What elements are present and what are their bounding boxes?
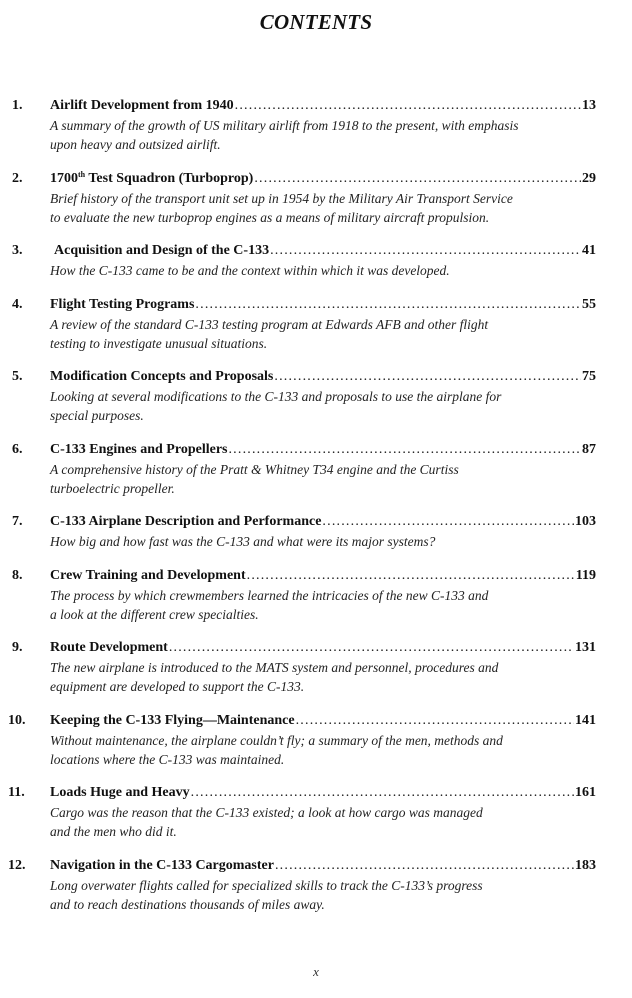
chapter-heading-row[interactable] [50, 512, 596, 532]
chapter-description [50, 532, 580, 551]
description-line: turboelectric propeller. [50, 480, 175, 496]
chapter-number: 8. [12, 567, 23, 583]
dot-leader [322, 512, 574, 532]
description-line: Long overwater flights called for specialized skills to track the C-133’s progress [50, 877, 483, 893]
chapter-heading-row[interactable] [50, 440, 596, 460]
toc-entry[interactable] [0, 638, 632, 696]
chapter-title[interactable]: Navigation in the C-133 Cargomaster [50, 857, 274, 873]
chapter-heading-row[interactable] [50, 367, 596, 387]
chapter-heading-row[interactable] [50, 241, 596, 261]
chapter-description [50, 876, 580, 914]
chapter-number: 10. [8, 712, 26, 728]
description-line: and the men who did it. [50, 824, 177, 839]
description-line: Cargo was the reason that the C-133 existed; a look at how cargo was managed [50, 805, 483, 820]
page-number[interactable]: 13 [582, 98, 596, 113]
page-number[interactable]: 141 [575, 712, 596, 728]
chapter-number: 12. [8, 857, 26, 873]
chapter-number: 7. [12, 514, 23, 529]
page-footer-number: x [313, 964, 319, 979]
dot-leader [270, 241, 581, 261]
page-number[interactable]: 29 [582, 170, 596, 186]
chapter-description [50, 261, 580, 280]
dot-leader [235, 96, 581, 116]
description-line: A comprehensive history of the Pratt & Whitney T34 engine and the Curtiss [50, 461, 459, 477]
dot-leader [247, 566, 575, 586]
description-line: The process by which crewmembers learned the intricacies of the new C-133 and [50, 587, 489, 603]
page-number[interactable]: 131 [575, 640, 596, 655]
toc-entry[interactable] [0, 241, 632, 280]
chapter-title[interactable]: Route Development [50, 640, 168, 655]
chapter-number: 2. [12, 170, 23, 186]
chapter-heading-row[interactable] [50, 638, 596, 658]
chapter-description [50, 460, 580, 498]
chapter-title[interactable]: C-133 Engines and Propellers [50, 441, 228, 457]
dot-leader [191, 783, 574, 803]
page-number[interactable]: 87 [582, 441, 596, 457]
page-number[interactable]: 183 [575, 857, 596, 873]
chapter-title[interactable]: Keeping the C-133 Flying—Maintenance [50, 712, 295, 728]
toc-entry[interactable] [0, 512, 632, 551]
description-line: special purposes. [50, 408, 144, 423]
title-part: Test Squadron (Turboprop) [85, 170, 254, 186]
description-line: locations where the C-133 was maintained. [50, 751, 285, 767]
page-number[interactable]: 103 [575, 514, 596, 529]
page-title: CONTENTS [259, 10, 373, 34]
description-line: How big and how fast was the C-133 and what were its major systems? [50, 534, 436, 549]
chapter-title[interactable]: Crew Training and Development [50, 567, 246, 583]
toc-entry[interactable] [0, 566, 632, 624]
description-line: Looking at several modifications to the C-133 and proposals to use the airplane for [50, 389, 502, 404]
chapter-description [50, 116, 580, 154]
chapter-number: 3. [12, 243, 23, 258]
chapter-heading-row[interactable] [50, 856, 596, 876]
description-line: a look at the different crew specialties. [50, 606, 259, 622]
chapter-title[interactable]: Loads Huge and Heavy [50, 785, 190, 800]
toc-entry[interactable] [0, 169, 632, 227]
toc-entry[interactable] [0, 711, 632, 769]
toc-entry[interactable] [0, 295, 632, 353]
page-number[interactable]: 55 [582, 296, 596, 312]
title-part: 1700 [50, 170, 78, 186]
toc-entry[interactable] [0, 856, 632, 914]
dot-leader [169, 638, 574, 658]
chapter-title[interactable]: Modification Concepts and Proposals [50, 369, 274, 384]
dot-leader [228, 440, 581, 460]
dot-leader [296, 711, 574, 731]
page-number[interactable]: 41 [582, 243, 596, 258]
toc-entry[interactable] [0, 96, 632, 154]
description-line: and to reach destinations thousands of miles away. [50, 896, 325, 912]
page-number[interactable]: 161 [575, 785, 596, 800]
page-number[interactable]: 75 [582, 369, 596, 384]
dot-leader [195, 295, 581, 315]
toc-entry[interactable] [0, 440, 632, 498]
toc-entry[interactable] [0, 783, 632, 841]
chapter-title[interactable]: Airlift Development from 1940 [50, 98, 234, 113]
dot-leader [275, 856, 574, 876]
description-line: A summary of the growth of US military airlift from 1918 to the present, with emphasis [50, 118, 519, 133]
chapter-heading-row[interactable] [50, 566, 596, 586]
chapter-heading-row[interactable] [50, 711, 596, 731]
chapter-heading-row[interactable] [50, 295, 596, 315]
ordinal-suffix: th [78, 169, 86, 179]
chapter-description [50, 658, 580, 696]
chapter-number: 1. [12, 98, 23, 113]
description-line: A review of the standard C-133 testing program at Edwards AFB and other flight [50, 316, 489, 332]
chapter-heading-row[interactable] [50, 169, 596, 189]
chapter-description [50, 387, 580, 425]
chapter-description [50, 189, 580, 227]
description-line: The new airplane is introduced to the MATS system and personnel, procedures and [50, 660, 499, 675]
description-line: equipment are developed to support the C-133. [50, 679, 305, 694]
chapter-title[interactable]: Acquisition and Design of the C-133 [54, 243, 270, 258]
description-line: Without maintenance, the airplane couldn’t fly; a summary of the men, methods and [50, 732, 503, 748]
dot-leader [254, 169, 581, 189]
dot-leader [274, 367, 581, 387]
description-line: testing to investigate unusual situations. [50, 335, 268, 351]
toc-entry[interactable] [0, 367, 632, 425]
chapter-heading-row[interactable] [50, 96, 596, 116]
chapter-number: 6. [12, 441, 23, 457]
chapter-heading-row[interactable] [50, 783, 596, 803]
chapter-number: 5. [12, 369, 23, 384]
chapter-title[interactable]: C-133 Airplane Description and Performance [50, 514, 322, 529]
page-number[interactable]: 119 [575, 567, 596, 583]
chapter-number: 11. [8, 785, 25, 800]
table-of-contents [0, 96, 632, 928]
chapter-title[interactable]: Flight Testing Programs [50, 296, 195, 312]
chapter-description [50, 803, 580, 841]
chapter-title[interactable] [50, 169, 253, 189]
description-line: upon heavy and outsized airlift. [50, 137, 221, 152]
description-line: How the C-133 came to be and the context within which it was developed. [50, 263, 450, 278]
chapter-description [50, 586, 580, 624]
chapter-number: 9. [12, 640, 23, 655]
chapter-description [50, 731, 580, 769]
chapter-number: 4. [12, 296, 23, 312]
description-line: to evaluate the new turboprop engines as a means of military aircraft propulsion. [50, 209, 490, 225]
description-line: Brief history of the transport unit set up in 1954 by the Military Air Transport Service [50, 190, 513, 206]
chapter-description [50, 315, 580, 353]
